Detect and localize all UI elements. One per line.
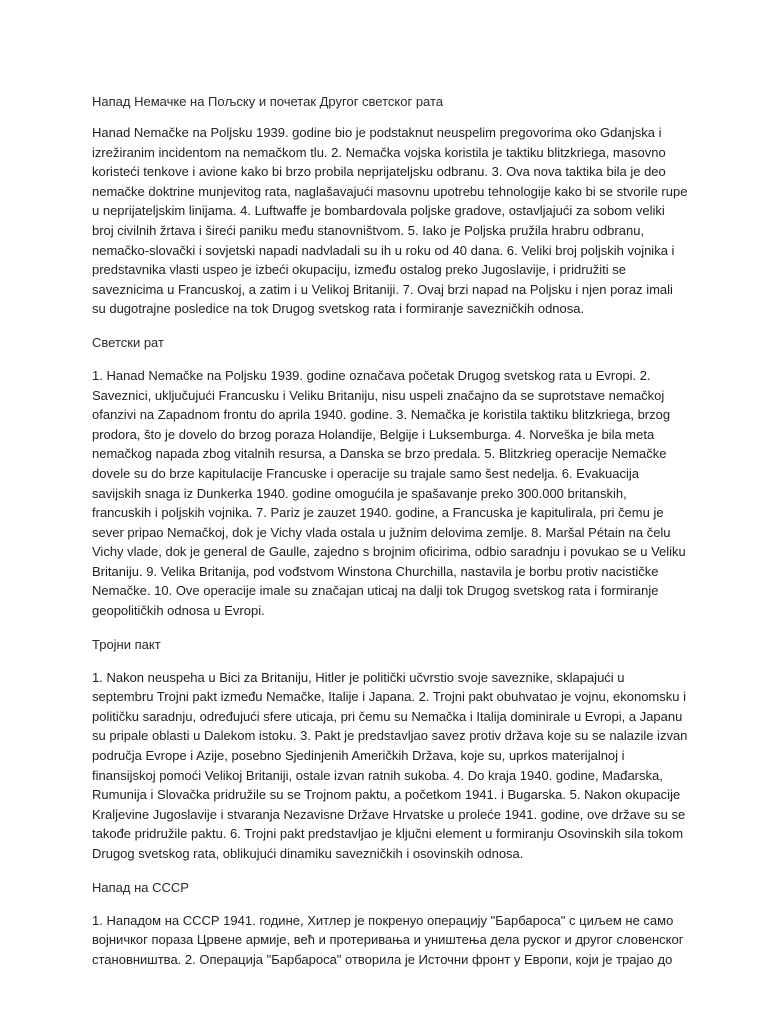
section-2-heading: Светски рат <box>92 334 164 350</box>
section-3-paragraph: 1. Nakon neuspeha u Bici za Britaniju, Hitler je politički učvrstio svoje saveznike, sklapajući u septembru Trojni pakt između Nemačke, Italije i Japana. 2. Trojni pakt obuhvatao je vojnu, ekonomsku i političku saradnju, određujući sfere uticaja, pri čemu su Nemačka i Italija dominirale u Evropi, a Japanu su pripale oblasti u Dalekom istoku. 3. Pakt je predstavljao savez protiv država koje su se nalazile izvan područja Evrope i Azije, posebno Sjedinjenih Američkih Država, koje su, uprkos materijalnoj i finansijskoj pomoći Velikoj Britaniji, ostale izvan ratnih sukoba. 4. Do kraja 1940. godine, Mađarska, Rumunija i Slovačka pridružile su se Trojnom paktu, a početkom 1941. i Bugarska. 5. Nakon okupacije Kraljevine Jugoslavije i stvaranja Nezavisne Države Hrvatske u proleće 1941. godine, ove države su se takođe pridružile paktu. 6. Trojni pakt predstavljao je ključni element u formiranju Osovinskih sila tokom Drugog svetskog rata, oblikujući dinamiku savezničkih i osovinskih odnosa. <box>92 669 688 861</box>
section-4-paragraph: 1. Нападом на СССР 1941. године, Хитлер је покренуо операцију "Барбароса" с циљем не само војничког пораза Црвене армије, већ и протеривања и уништења дела руског и другог словенског становништва. 2. Операција "Барбароса" отворила је Источни фронт у Европи, који је трајао до <box>92 912 684 967</box>
section-3-heading: Тројни пакт <box>92 636 161 652</box>
section-4-heading: Напад на СССР <box>92 879 189 895</box>
section-2-paragraph: 1. Hanad Nemačke na Poljsku 1939. godine označava početak Drugog svetskog rata u Evropi. 2. Saveznici, uključujući Francusku i Veliku Britaniju, nisu uspeli značajno da se suprotstave nemačkoj ofanzivi na Zapadnom frontu do aprila 1940. godine. 3. Nemačka je koristila taktiku blitzkriega, brzog prodora, što je dovelo do brzog poraza Holandije, Belgije i Luksemburga. 4. Norveška je bila meta nemačkog napada zbog vitalnih resursa, a Danska se brzo predala. 5. Blitzkrieg operacije Nemačke dovele su do brze kapitulacije Francuske i operacije su trajale samo šest nedelja. 6. Evakuacija savijskih snaga iz Dunkerka 1940. godine omogućila je spašavanje preko 300.000 britanskih, francuskih i poljskih vojnika. 7. Pariz je zauzet 1940. godine, a Francuska je kapitulirala, pri čemu je sever pripao Nemačkoj, dok je Vichy vlada ostala u južnim delovima zemlje. 8. Maršal Pétain na čelu Vichy vlade, dok je general de Gaulle, zajedno s brojnim oficirima, odbio saradnju i povukao se u Veliku Britaniju. 9. Velika Britanija, pod vođstvom Winstona Churchilla, nastavila je borbu protiv nacističke Nemačke. 10. Ove operacije imale su značajan uticaj na dalji tok Drugog svetskog rata i formiranje geopolitičkih odnosa u Evropi. <box>92 367 686 619</box>
section-1-paragraph: Hanad Nemačke na Poljsku 1939. godine bio je podstaknut neuspelim pregovorima oko Gdanjska i izrežiranim incidentom na nemačkom tlu. 2. Nemačka vojska koristila je taktiku blitzkriega, masovno koristeći tenkove i avione kako bi brzo probila neprijateljsku odbranu. 3. Ova nova taktika bila je deo nemačke doktrine munjevitog rata, naglašavajući masovnu upotrebu tehnologije kako bi se stvorile rupe u neprijateljskim linijama. 4. Luftwaffe je bombardovala poljske gradove, ostavljajući za sobom veliki broj civilnih žrtava i šireći paniku među stanovništvom. 5. Iako je Poljska pružila hrabru odbranu, nemačko-slovački i sovjetski napadi nadvladali su ih u roku od 40 dana. 6. Veliki broj poljskih vojnika i predstavnika vlasti uspeo je izbeći okupaciju, između ostalog preko Jugoslavije, i pridružiti se saveznicima u Francuskoj, a zatim i u Velikoj Britaniji. 7. Ovaj brzi napad na Poljsku i njen poraz imali su dugotrajne posledice na tok Drugog svetskog rata i formiranje savezničkih odnosa. <box>92 125 688 317</box>
document-title: Напад Немачке на Пољску и почетак Другог светског рата <box>92 94 444 109</box>
